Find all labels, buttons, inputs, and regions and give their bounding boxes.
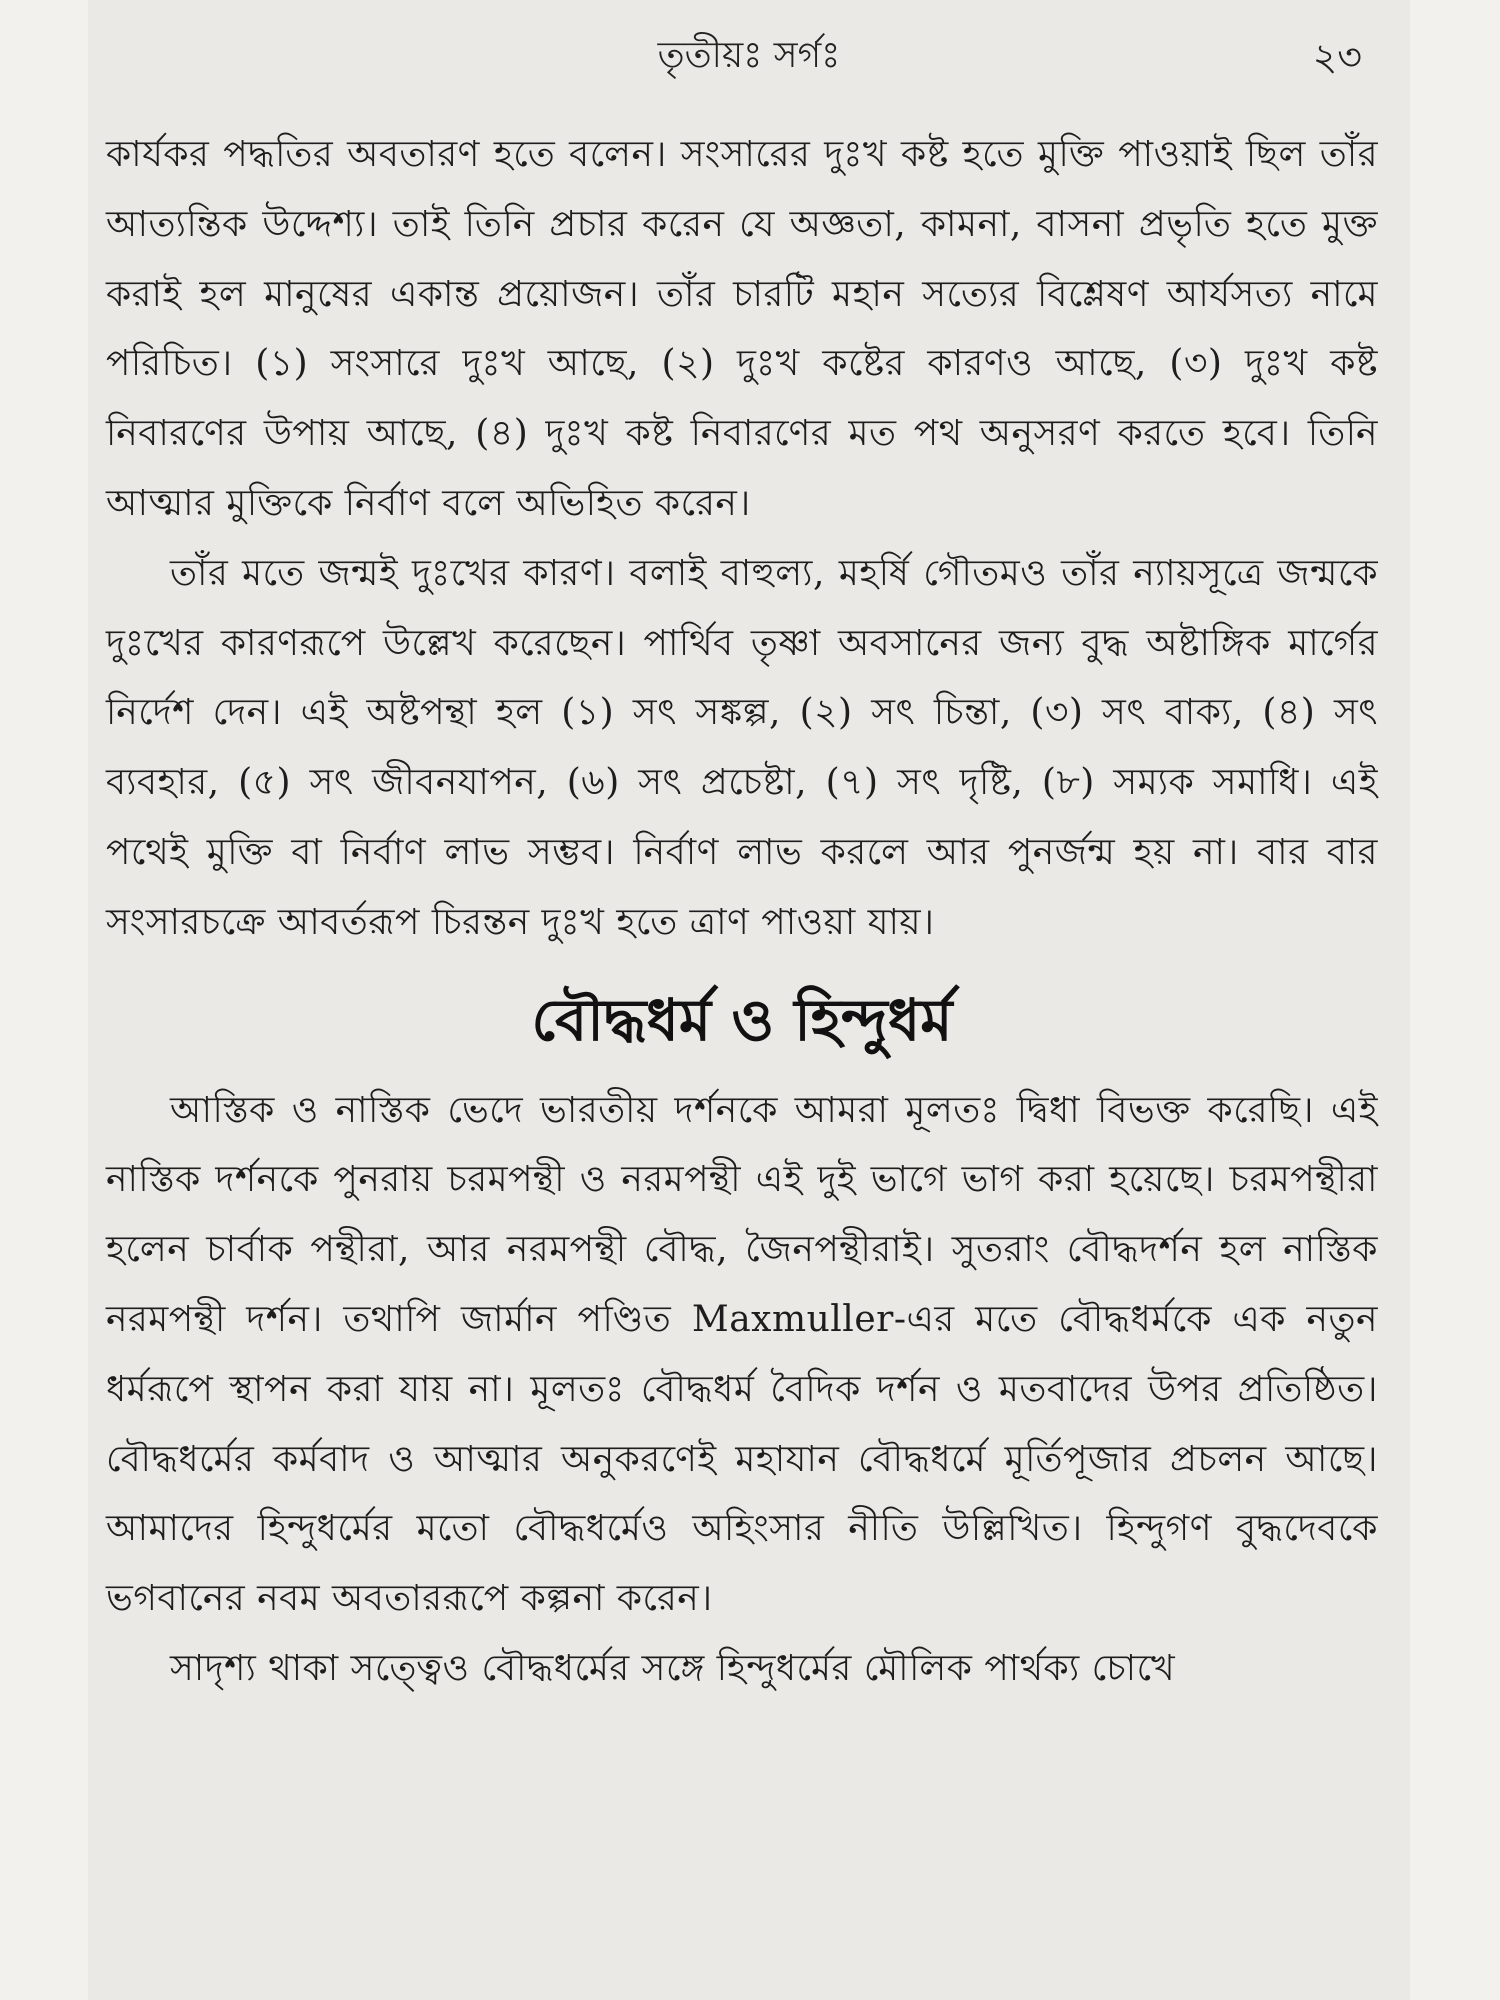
paragraph: সাদৃশ্য থাকা সত্ত্বেও বৌদ্ধধর্মের সঙ্গে হিন্দুধর্মের মৌলিক পার্থক্য চোখে [170,1647,1176,1689]
section-heading: বৌদ্ধধর্ম ও হিন্দুধর্ম [531,985,953,1054]
page-header [88,28,1410,88]
page-number: ২৩ [1312,35,1362,79]
paragraph: তাঁর মতে জন্মই দুঃখের কারণ। বলাই বাহুল্য, মহর্ষি গৌতমও তাঁর ন্যায়সূত্রে জন্মকে দুঃখের কারণরূপে উল্লেখ করেছেন। পার্থিব তৃষ্ণা অবসানের জন্য বুদ্ধ অষ্টাঙ্গিক মার্গের নির্দেশ দেন। এই অষ্টপন্থা হল (১) সৎ সঙ্কল্প, (২) সৎ চিন্তা, (৩) সৎ বাক্য, (৪) সৎ ব্যবহার, (৫) সৎ জীবনযাপন, (৬) সৎ প্রচেষ্টা, (৭) সৎ দৃষ্টি, (৮) সম্যক সমাধি। এই পথেই মুক্তি বা নির্বাণ লাভ সম্ভব। নির্বাণ লাভ করলে আর পুনর্জন্ম হয় না। বার বার সংসারচক্রে আবর্তরূপ চিরন্তন দুঃখ হতে ত্রাণ পাওয়া যায়। [106,552,1378,943]
paragraph-continued: কার্যকর পদ্ধতির অবতারণ হতে বলেন। সংসারের দুঃখ কষ্ট হতে মুক্তি পাওয়াই ছিল তাঁর আত্যন্তিক উদ্দেশ্য। তাই তিনি প্রচার করেন যে অজ্ঞতা, কামনা, বাসনা প্রভৃতি হতে মুক্ত করাই হল মানুষের একান্ত প্রয়োজন। তাঁর চারটি মহান সত্যের বিশ্লেষণ আর্যসত্য নামে পরিচিত। (১) সংসারে দুঃখ আছে, (২) দুঃখ কষ্টের কারণও আছে, (৩) দুঃখ কষ্ট নিবারণের উপায় আছে, (৪) দুঃখ কষ্ট নিবারণের মত পথ অনুসরণ করতে হবে। তিনি আত্মার মুক্তিকে নির্বাণ বলে অভিহিত করেন। [106,134,1378,524]
paragraph: আস্তিক ও নাস্তিক ভেদে ভারতীয় দর্শনকে আমরা মূলতঃ দ্বিধা বিভক্ত করেছি। এই নাস্তিক দর্শনকে পুনরায় চরমপন্থী ও নরমপন্থী এই দুই ভাগে ভাগ করা হয়েছে। চরমপন্থীরা হলেন চার্বাক পন্থীরা, আর নরমপন্থী বৌদ্ধ, জৈনপন্থীরাই। সুতরাং বৌদ্ধদর্শন হল নাস্তিক নরমপন্থী দর্শন। তথাপি জার্মান পণ্ডিত Maxmuller-এর মতে বৌদ্ধধর্মকে এক নতুন ধর্মরূপে স্থাপন করা যায় না। মূলতঃ বৌদ্ধধর্ম বৈদিক দর্শন ও মতবাদের উপর প্রতিষ্ঠিত। বৌদ্ধধর্মের কর্মবাদ ও আত্মার অনুকরণেই মহাযান বৌদ্ধধর্মে মূর্তিপূজার প্রচলন আছে। আমাদের হিন্দুধর্মের মতো বৌদ্ধধর্মেও অহিংসার নীতি উল্লিখিত। হিন্দুগণ বুদ্ধদেবকে ভগবানের নবম অবতাররূপে কল্পনা করেন। [106,1089,1378,1620]
running-head: তৃতীয়ঃ সর্গঃ [657,35,841,76]
body-text [106,120,1378,1704]
book-page [88,0,1410,2000]
